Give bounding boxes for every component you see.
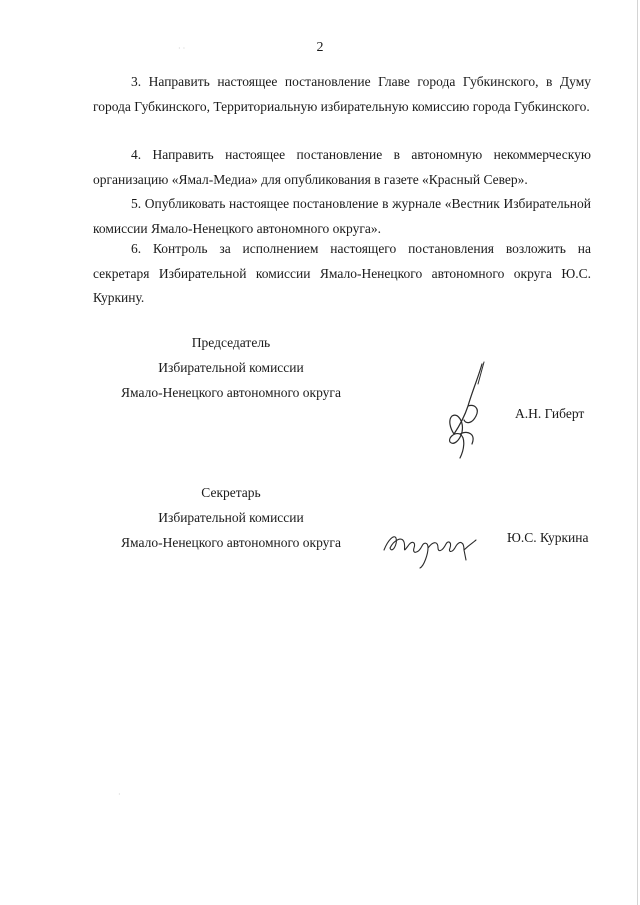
chairman-title-block [110,330,352,405]
scan-speckle: · [118,790,121,799]
chairman-title-line-2: Избирательной комиссии [158,360,304,375]
secretary-title-line-1: Секретарь [201,485,261,500]
secretary-title-block [110,480,352,555]
chairman-title-line-3: Ямало-Ненецкого автономного округа [121,385,341,400]
page-number: 2 [316,40,324,55]
secretary-handwritten-signature [380,520,480,570]
scan-edge-line [637,0,638,905]
paragraph-6: 6. Контроль за исполнением настоящего постановления возложить на секретаря Избирательной комиссии Ямало-Ненецкого автономного округа Ю.С. Куркину. [93,241,591,305]
secretary-title-line-3: Ямало-Ненецкого автономного округа [121,535,341,550]
paragraph-4: 4. Направить настоящее постановление в автономную некоммерческую организацию «Ямал-Медиа» для опубликования в газете «Красный Север». [93,147,591,187]
scan-speckle: · · [178,44,186,53]
chairman-handwritten-signature [424,358,504,468]
paragraph-5: 5. Опубликовать настоящее постановление в журнале «Вестник Избирательной комиссии Ямало-Ненецкого автономного округа». [93,196,591,236]
secretary-name: Ю.С. Куркина [507,530,589,545]
paragraph-3: 3. Направить настоящее постановление Главе города Губкинского, в Думу города Губкинского, Территориальную избирательную комиссию города Губкинского. [93,74,591,114]
chairman-name: А.Н. Гиберт [515,406,585,421]
secretary-title-line-2: Избирательной комиссии [158,510,304,525]
chairman-title-line-1: Председатель [191,335,271,350]
